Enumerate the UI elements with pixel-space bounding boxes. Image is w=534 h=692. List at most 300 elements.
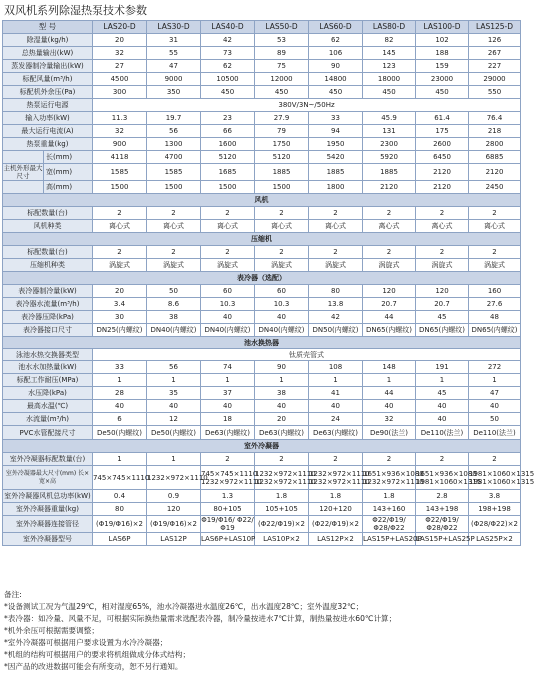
row-label: 水流量(m³/h) xyxy=(3,413,93,426)
value-cell: (Φ22/Φ19)×2 xyxy=(255,516,309,533)
value-cell: 60 xyxy=(255,285,309,298)
value-cell: 42 xyxy=(309,311,363,324)
value-cell: 55 xyxy=(147,47,201,60)
row-label: 总热量输出(kW) xyxy=(3,47,93,60)
value-cell: 62 xyxy=(201,60,255,73)
table-row xyxy=(3,374,521,387)
value-cell: 19.7 xyxy=(147,112,201,125)
size-label-wrap xyxy=(3,151,92,163)
value-cell: 60 xyxy=(201,285,255,298)
value-cell: 32 xyxy=(93,125,147,138)
value-cell: 79 xyxy=(255,125,309,138)
value-cell: 44 xyxy=(363,311,416,324)
value-cell: 1651×936×1080 1232×972×1110 xyxy=(363,466,416,490)
model-column-header: LAS50-D xyxy=(255,21,309,34)
value-cell: 123 xyxy=(363,60,416,73)
value-cell: 61.4 xyxy=(416,112,469,125)
table-row xyxy=(3,387,521,400)
value-cell: (Φ28/Φ22)×2 xyxy=(469,516,521,533)
value-cell: 198+198 xyxy=(469,503,521,516)
value-cell: 56 xyxy=(147,125,201,138)
value-cell: 745×745×1110 xyxy=(93,466,147,490)
row-label: 高(mm) xyxy=(43,181,92,193)
row-label: 室外冷凝器最大尺寸(mm) 长×宽×高 xyxy=(3,466,93,490)
value-cell: 2 xyxy=(309,207,363,220)
value-cell: 1300 xyxy=(147,138,201,151)
value-cell: 18 xyxy=(201,413,255,426)
table-row xyxy=(3,503,521,516)
value-cell: 2 xyxy=(147,207,201,220)
note-item: *表冷器：如冷量、风量不足，可根据实际换热量需求选配表冷器，制冷量按进水7℃计算，制热量按进水60℃计算； xyxy=(4,614,397,623)
table-row xyxy=(3,181,521,194)
value-cell: 20 xyxy=(93,285,147,298)
row-label: 输入功率(kW) xyxy=(3,112,93,125)
value-cell: 31 xyxy=(147,34,201,47)
value-cell: 23000 xyxy=(416,73,469,86)
value-cell: 143+160 xyxy=(363,503,416,516)
value-cell: 40 xyxy=(201,400,255,413)
value-cell: (Φ19/Φ16)×2 xyxy=(147,516,201,533)
value-cell: 1.8 xyxy=(255,490,309,503)
value-cell: 1.8 xyxy=(363,490,416,503)
value-cell: 2 xyxy=(469,453,521,466)
table-row xyxy=(3,466,521,490)
table-row xyxy=(3,440,521,453)
note-item: *机外余压可根据需要调整； xyxy=(4,626,99,635)
value-cell: 1500 xyxy=(201,181,255,194)
table-row xyxy=(3,164,521,181)
value-cell: De50(内螺纹) xyxy=(93,426,147,440)
value-cell: 20 xyxy=(255,413,309,426)
value-cell: 143+198 xyxy=(416,503,469,516)
spec-table xyxy=(2,20,534,546)
value-cell: 131 xyxy=(363,125,416,138)
model-column-header: LAS40-D xyxy=(201,21,255,34)
size-label-wrap xyxy=(3,164,92,180)
value-cell: 27.9 xyxy=(255,112,309,125)
value-cell: 159 xyxy=(416,60,469,73)
table-row xyxy=(3,233,521,246)
value-cell: 47 xyxy=(147,60,201,73)
table-row xyxy=(3,73,521,86)
table-row xyxy=(3,194,521,207)
value-cell: 40 xyxy=(416,413,469,426)
value-cell: 1500 xyxy=(93,181,147,194)
value-cell: 145 xyxy=(363,47,416,60)
row-label: 室外冷凝器连接管径 xyxy=(3,516,93,533)
value-cell: 40 xyxy=(255,311,309,324)
value-cell: 30 xyxy=(93,311,147,324)
model-column-header: LAS20-D xyxy=(93,21,147,34)
table-row xyxy=(3,453,521,466)
value-cell: 1 xyxy=(93,374,147,387)
table-row xyxy=(3,125,521,138)
value-cell: 10.3 xyxy=(201,298,255,311)
table-row xyxy=(3,60,521,73)
model-column-header: LAS80-D xyxy=(363,21,416,34)
value-cell: 0.4 xyxy=(93,490,147,503)
notes-heading: 备注: xyxy=(4,590,22,599)
value-cell: 2 xyxy=(255,207,309,220)
value-cell: 450 xyxy=(416,86,469,99)
value-cell: 1232×972×1110 xyxy=(147,466,201,490)
value-cell: 2 xyxy=(201,453,255,466)
row-label: 风机种类 xyxy=(3,220,93,233)
value-cell: 38 xyxy=(255,387,309,400)
value-cell: 450 xyxy=(255,86,309,99)
value-cell: 218 xyxy=(469,125,521,138)
row-label: 热泵运行电源 xyxy=(3,99,93,112)
value-cell: 9000 xyxy=(147,73,201,86)
value-cell: 24 xyxy=(309,413,363,426)
value-cell: De90(法兰) xyxy=(363,426,416,440)
value-cell: 6450 xyxy=(416,151,469,164)
value-cell: 12 xyxy=(147,413,201,426)
value-cell: 80 xyxy=(309,285,363,298)
value-cell: 2 xyxy=(309,246,363,259)
page-title: 双风机系列除湿热泵技术参数 xyxy=(4,4,147,17)
value-cell: (Φ22/Φ19)×2 xyxy=(309,516,363,533)
value-cell: 2 xyxy=(416,246,469,259)
row-label: 最高水温(℃) xyxy=(3,400,93,413)
model-column-header: LAS125-D xyxy=(469,21,521,34)
group-label xyxy=(3,181,43,193)
value-cell: 175 xyxy=(416,125,469,138)
value-cell: LAS6P xyxy=(93,533,147,546)
value-cell: 550 xyxy=(469,86,521,99)
value-cell: 450 xyxy=(309,86,363,99)
value-cell: 18000 xyxy=(363,73,416,86)
value-cell: 1800 xyxy=(309,181,363,194)
table-row xyxy=(3,138,521,151)
value-cell: 90 xyxy=(255,361,309,374)
value-cell: 1 xyxy=(147,453,201,466)
value-cell: 2 xyxy=(93,246,147,259)
value-cell: 106 xyxy=(309,47,363,60)
value-cell: 29000 xyxy=(469,73,521,86)
value-cell: 4700 xyxy=(147,151,201,164)
row-label: 除湿量(kg/h) xyxy=(3,34,93,47)
value-cell: 2 xyxy=(363,453,416,466)
value-cell: 108 xyxy=(309,361,363,374)
value-cell: 0.9 xyxy=(147,490,201,503)
model-header: 型 号 xyxy=(3,21,93,34)
row-label: 标配机外余压(Pa) xyxy=(3,86,93,99)
value-cell: 227 xyxy=(469,60,521,73)
note-item: *因产品的改进数据可能会有所变动，恕不另行通知。 xyxy=(4,662,183,671)
value-cell: 2450 xyxy=(469,181,521,194)
row-label: 标配工作耐压(MPa) xyxy=(3,374,93,387)
model-column-header: LAS60-D xyxy=(309,21,363,34)
notes xyxy=(4,589,520,673)
value-cell: 1 xyxy=(93,453,147,466)
value-cell: 2 xyxy=(363,246,416,259)
value-cell: 11.3 xyxy=(93,112,147,125)
row-label: 热泵重量(kg) xyxy=(3,138,93,151)
value-cell: DN25(内螺纹) xyxy=(93,324,147,337)
value-cell: De110(法兰) xyxy=(469,426,521,440)
value-cell: 1885 xyxy=(255,164,309,181)
value-cell: 2 xyxy=(201,246,255,259)
row-label: PVC水管配接尺寸 xyxy=(3,426,93,440)
value-cell: 8.6 xyxy=(147,298,201,311)
value-cell: 5920 xyxy=(363,151,416,164)
value-cell: 涡旋式 xyxy=(469,259,521,272)
value-cell: 20 xyxy=(93,34,147,47)
value-cell: 12000 xyxy=(255,73,309,86)
value-cell: 188 xyxy=(416,47,469,60)
row-label: 标配数量(台) xyxy=(3,207,93,220)
value-cell: 3.8 xyxy=(469,490,521,503)
section-heading: 表冷器（选配） xyxy=(3,272,521,285)
value-cell: 1 xyxy=(469,374,521,387)
value-cell: 40 xyxy=(255,400,309,413)
value-cell: 离心式 xyxy=(309,220,363,233)
value-cell: 450 xyxy=(363,86,416,99)
value-cell: 10500 xyxy=(201,73,255,86)
value-cell: 1500 xyxy=(147,181,201,194)
size-label-wrap xyxy=(3,181,92,193)
value-cell: 28 xyxy=(93,387,147,400)
value-cell: 10.3 xyxy=(255,298,309,311)
value-cell: 涡旋式 xyxy=(93,259,147,272)
value-cell: 76.4 xyxy=(469,112,521,125)
table-row xyxy=(3,413,521,426)
value-cell: 离心式 xyxy=(469,220,521,233)
row-label: 表冷器水流量(m³/h) xyxy=(3,298,93,311)
value-cell: 73 xyxy=(201,47,255,60)
value-cell: 1 xyxy=(309,374,363,387)
value-cell: De63(内螺纹) xyxy=(255,426,309,440)
value-cell: 2 xyxy=(416,207,469,220)
table-row xyxy=(3,99,521,112)
value-cell: 4500 xyxy=(93,73,147,86)
table-row xyxy=(3,47,521,60)
value-cell: 2.8 xyxy=(416,490,469,503)
row-label xyxy=(3,164,93,181)
value-cell: 1585 xyxy=(93,164,147,181)
note-item: *机组的结构可根据用户的要求将机组做成分体式结构； xyxy=(4,650,191,659)
row-label: 蒸发器制冷量输出(kW) xyxy=(3,60,93,73)
value-cell: 80+105 xyxy=(201,503,255,516)
table-row xyxy=(3,220,521,233)
value-cell: 1750 xyxy=(255,138,309,151)
row-label: 标配数量(台) xyxy=(3,246,93,259)
value-cell: 1 xyxy=(201,374,255,387)
table-row xyxy=(3,246,521,259)
value-cell: Φ22/Φ19/ Φ28/Φ22 xyxy=(363,516,416,533)
group-label xyxy=(3,151,43,163)
value-cell: 105+105 xyxy=(255,503,309,516)
model-column-header: LAS30-D xyxy=(147,21,201,34)
row-label: 水压降(kPa) xyxy=(3,387,93,400)
value-cell: 1651×936×1080 1981×1060×1315 xyxy=(416,466,469,490)
value-cell: 1 xyxy=(255,374,309,387)
value-cell: 40 xyxy=(147,400,201,413)
value-cell: 74 xyxy=(201,361,255,374)
row-label: 标配风量(m³/h) xyxy=(3,73,93,86)
value-cell: 40 xyxy=(93,400,147,413)
value-cell: 450 xyxy=(201,86,255,99)
value-cell: 离心式 xyxy=(416,220,469,233)
value-cell: LAS15P+LAS25P xyxy=(416,533,469,546)
table-row xyxy=(3,533,521,546)
value-cell: 33 xyxy=(93,361,147,374)
section-heading: 风机 xyxy=(3,194,521,207)
value-cell: 20.7 xyxy=(416,298,469,311)
value-cell: 涡旋式 xyxy=(309,259,363,272)
row-label: 室外冷凝器重量(kg) xyxy=(3,503,93,516)
value-cell: 2 xyxy=(255,453,309,466)
value-cell: 1885 xyxy=(363,164,416,181)
value-cell: 350 xyxy=(147,86,201,99)
value-cell: LAS12P×2 xyxy=(309,533,363,546)
value-cell: 1885 xyxy=(309,164,363,181)
value-cell: 2300 xyxy=(363,138,416,151)
value-cell: 272 xyxy=(469,361,521,374)
value-cell: 23 xyxy=(201,112,255,125)
table-row xyxy=(3,400,521,413)
value-cell: 涡旋式 xyxy=(416,259,469,272)
value-cell: DN65(内螺纹) xyxy=(469,324,521,337)
value-cell: 45 xyxy=(416,311,469,324)
value-cell: 50 xyxy=(469,413,521,426)
value-cell: 离心式 xyxy=(147,220,201,233)
value-cell: LAS15P+LAS20P xyxy=(363,533,416,546)
value-cell: 涡旋式 xyxy=(147,259,201,272)
power-supply-value: 380V/3N~/50Hz xyxy=(93,99,521,112)
value-cell: 离心式 xyxy=(93,220,147,233)
value-cell: 1 xyxy=(147,374,201,387)
value-cell: DN65(内螺纹) xyxy=(363,324,416,337)
row-label: 长(mm) xyxy=(43,151,92,163)
value-cell: 涡旋式 xyxy=(255,259,309,272)
value-cell: Φ22/Φ19/ Φ28/Φ22 xyxy=(416,516,469,533)
value-cell: 1600 xyxy=(201,138,255,151)
value-cell: 3.4 xyxy=(93,298,147,311)
table-row xyxy=(3,259,521,272)
value-cell: 120+120 xyxy=(309,503,363,516)
value-cell: 40 xyxy=(416,400,469,413)
table-row xyxy=(3,426,521,440)
note-item: *室外冷凝器可根据用户要求设置为水冷冷凝器； xyxy=(4,638,168,647)
value-cell: 27.6 xyxy=(469,298,521,311)
value-cell: 2120 xyxy=(416,164,469,181)
value-cell: 1.3 xyxy=(201,490,255,503)
value-cell: 62 xyxy=(309,34,363,47)
value-cell: 1981×1060×1315 1981×1060×1315 xyxy=(469,466,521,490)
value-cell: 涡旋式 xyxy=(363,259,416,272)
value-cell: 66 xyxy=(201,125,255,138)
value-cell: 41 xyxy=(309,387,363,400)
value-cell: 120 xyxy=(363,285,416,298)
table-row xyxy=(3,298,521,311)
row-label: 室外冷凝器型号 xyxy=(3,533,93,546)
value-cell: 745×745×1110 1232×972×1110 xyxy=(201,466,255,490)
table-row xyxy=(3,285,521,298)
value-cell: 离心式 xyxy=(363,220,416,233)
value-cell: 50 xyxy=(147,285,201,298)
value-cell: 35 xyxy=(147,387,201,400)
value-cell: 42 xyxy=(201,34,255,47)
row-label: 压缩机种类 xyxy=(3,259,93,272)
value-cell: 5120 xyxy=(255,151,309,164)
value-cell: 90 xyxy=(309,60,363,73)
value-cell: 45.9 xyxy=(363,112,416,125)
value-cell: 2 xyxy=(363,207,416,220)
row-label: 表冷器制冷量(kW) xyxy=(3,285,93,298)
section-heading: 池水换热器 xyxy=(3,337,521,349)
value-cell: LAS25P×2 xyxy=(469,533,521,546)
row-label xyxy=(3,181,93,194)
value-cell: 2 xyxy=(309,453,363,466)
value-cell: DN40(内螺纹) xyxy=(147,324,201,337)
value-cell: DN65(内螺纹) xyxy=(416,324,469,337)
row-label: 池水水加热量(kW) xyxy=(3,361,93,374)
value-cell: 32 xyxy=(363,413,416,426)
value-cell: 47 xyxy=(469,387,521,400)
value-cell: 53 xyxy=(255,34,309,47)
value-cell: 48 xyxy=(469,311,521,324)
value-cell: De63(内螺纹) xyxy=(201,426,255,440)
value-cell: 120 xyxy=(147,503,201,516)
table-row xyxy=(3,86,521,99)
table-row xyxy=(3,272,521,285)
value-cell: DN50(内螺纹) xyxy=(309,324,363,337)
value-cell: 13.8 xyxy=(309,298,363,311)
table-row xyxy=(3,516,521,533)
group-label: 主机外形最大尺寸 xyxy=(3,164,43,180)
note-item: *设备测试工况为气温29℃，相对湿度65%，池水冷凝器进水温度26℃，出水温度28℃；室外温度32℃； xyxy=(4,602,364,611)
value-cell: 102 xyxy=(416,34,469,47)
value-cell: 20.7 xyxy=(363,298,416,311)
value-cell: 45 xyxy=(416,387,469,400)
table-row xyxy=(3,311,521,324)
section-heading: 压缩机 xyxy=(3,233,521,246)
value-cell: 2 xyxy=(416,453,469,466)
row-label: 宽(mm) xyxy=(43,164,92,180)
value-cell: 5420 xyxy=(309,151,363,164)
table-row xyxy=(3,324,521,337)
value-cell: 38 xyxy=(147,311,201,324)
value-cell: 44 xyxy=(363,387,416,400)
value-cell: 2800 xyxy=(469,138,521,151)
table-row xyxy=(3,207,521,220)
value-cell: 37 xyxy=(201,387,255,400)
value-cell: LAS10P×2 xyxy=(255,533,309,546)
table-row xyxy=(3,337,521,349)
value-cell: 1 xyxy=(416,374,469,387)
value-cell: 1585 xyxy=(147,164,201,181)
model-column-header: LAS100-D xyxy=(416,21,469,34)
value-cell: De50(内螺纹) xyxy=(147,426,201,440)
value-cell: 2120 xyxy=(363,181,416,194)
pool-exchanger-type: 钛质壳管式 xyxy=(93,349,521,361)
value-cell: 32 xyxy=(93,47,147,60)
value-cell: 40 xyxy=(363,400,416,413)
table-row xyxy=(3,21,521,34)
row-label: 表冷器压降(kPa) xyxy=(3,311,93,324)
row-label: 室外冷凝器风机总功率(kW) xyxy=(3,490,93,503)
table-row xyxy=(3,34,521,47)
value-cell: 94 xyxy=(309,125,363,138)
value-cell: 离心式 xyxy=(255,220,309,233)
value-cell: 267 xyxy=(469,47,521,60)
value-cell: 300 xyxy=(93,86,147,99)
value-cell: 涡旋式 xyxy=(201,259,255,272)
value-cell: 离心式 xyxy=(201,220,255,233)
value-cell: 120 xyxy=(416,285,469,298)
